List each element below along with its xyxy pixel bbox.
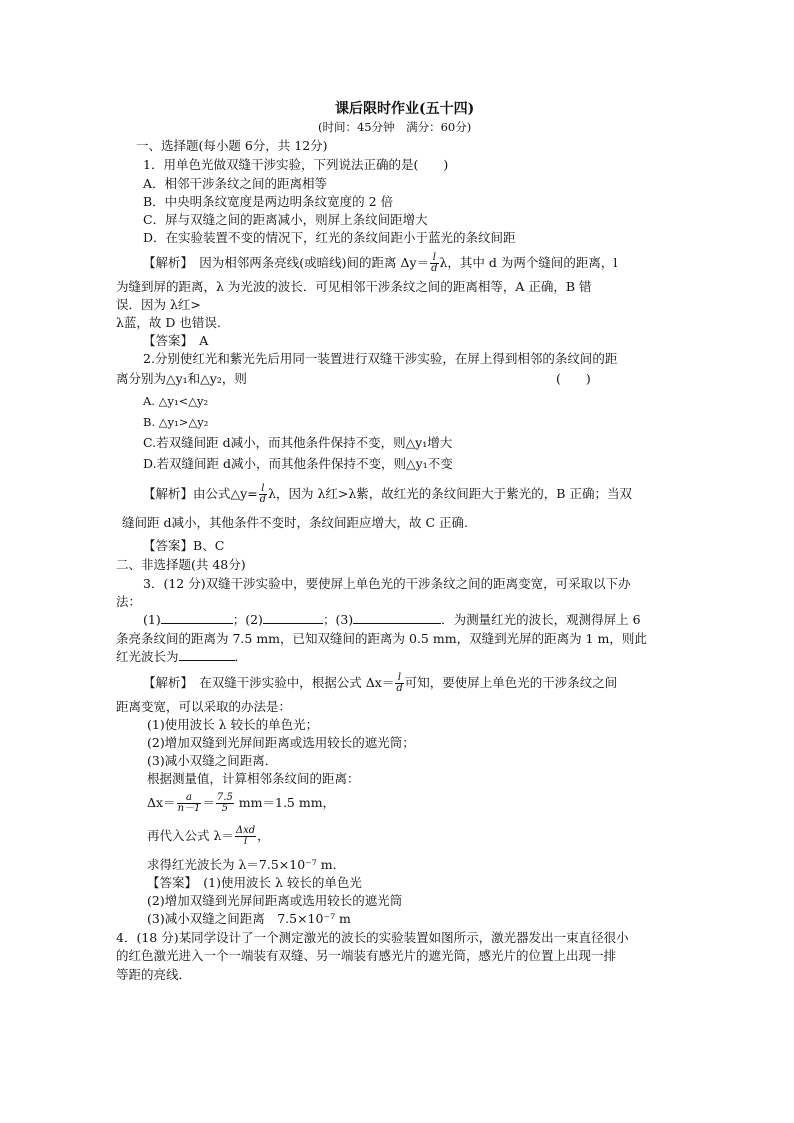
q2-answer-value: B、C xyxy=(193,538,225,553)
time-info: (时间：45分钟 满分：60分) xyxy=(318,120,472,134)
q3-eq1-f1-numerator: a xyxy=(177,793,202,804)
q3-answer-value-1: (1)使用波长 λ 较长的单色光 xyxy=(190,875,362,890)
q3-stem-line-1: 3．(12 分)双缝干涉实验中，要使屏上单色光的干涉条纹之间的距离变宽，可采取以下办 xyxy=(143,576,631,591)
q3-eq1-f1-denominator: n－1 xyxy=(177,803,201,814)
document-title: 课后限时作业(五十四) xyxy=(335,101,475,117)
q3-fraction xyxy=(395,673,403,694)
q3-stem-line-5 xyxy=(116,648,247,666)
q2-analysis-text-a: 由公式△y= xyxy=(193,486,258,501)
q3-eq2-denominator: l xyxy=(243,836,248,847)
q3-method-3: (3)减小双缝之间距离． xyxy=(147,753,278,768)
q1-analysis-text-b: λ，其中 d 为两个缝间的距离，l xyxy=(439,255,618,270)
q3-calc-intro: 根据测量值，计算相邻条纹间的距离： xyxy=(147,771,360,786)
q1-answer-label: 【答案】 xyxy=(143,333,187,348)
q1-option-a: A．相邻干涉条纹之间的距离相等 xyxy=(143,176,328,191)
q3-blank-2[interactable] xyxy=(263,611,323,624)
q3-analysis-line-2: 距离变宽，可以采取的办法是： xyxy=(116,699,292,714)
q3-method-1: (1)使用波长 λ 较长的单色光； xyxy=(147,717,319,732)
q4-line-3: 等距的亮线． xyxy=(116,967,192,982)
q3-answer-line-1 xyxy=(147,874,362,892)
q2-analysis-label: 【解析】 xyxy=(143,486,194,501)
q3-analysis-text-b: 可知，要使屏上单色光的干涉条纹之间 xyxy=(404,675,618,690)
q3-blank-1-label: (1) xyxy=(143,612,161,627)
q3-eq1-f2-numerator: 7.5 xyxy=(216,792,233,803)
q3-blank-3[interactable] xyxy=(353,611,441,624)
q2-stem-line-1: 2.分别使红光和紫光先后用同一装置进行双缝干涉实验，在屏上得到相邻的条纹间的距 xyxy=(143,351,618,366)
q3-eq1-f2-denominator: 5 xyxy=(221,803,229,814)
q3-eq1-rhs: mm＝1.5 mm， xyxy=(234,795,336,810)
q3-eq2-lhs: 再代入公式 λ＝ xyxy=(147,828,234,843)
q1-fraction-numerator: l xyxy=(430,253,438,264)
q3-fraction-denominator: d xyxy=(396,683,403,694)
q1-fraction xyxy=(430,253,438,274)
q3-equation-1 xyxy=(147,793,335,814)
q1-answer xyxy=(143,332,208,350)
section-2-heading: 二、非选择题(共 48分) xyxy=(116,557,246,572)
q2-fraction-numerator: l xyxy=(259,484,267,495)
q3-stem-line-3-tail: ．为测量红光的波长，观测得屏上 6 xyxy=(441,612,641,627)
q1-analysis-line-4: λ蓝，故 D 也错误. xyxy=(116,315,221,330)
q3-stem-line-5-tail: ． xyxy=(234,649,248,664)
q3-eq1-lhs: Δx＝ xyxy=(147,795,176,810)
q2-answer-label: 【答案】 xyxy=(143,538,194,553)
q4-line-1: 4．(18 分)某同学设计了一个测定激光的波长的实验装置如图所示，激光器发出一束直径很小 xyxy=(116,930,629,945)
q2-option-c: C.若双缝间距 d减小，而其他条件保持不变，则△y₁增大 xyxy=(143,435,453,450)
q3-fraction-numerator: l xyxy=(395,673,403,684)
q2-option-b: B. △y₁>△y₂ xyxy=(143,415,209,429)
q3-blank-3-label: ；(3) xyxy=(322,612,354,627)
section-1-heading: 一、选择题(每小题 6分，共 12分) xyxy=(136,138,328,153)
q1-option-d: D．在实验装置不变的情况下，红光的条纹间距小于蓝光的条纹间距 xyxy=(143,230,516,245)
q2-analysis-line-1 xyxy=(143,484,632,505)
q3-eq1-fraction-2 xyxy=(216,793,234,814)
q3-result: 求得红光波长为 λ＝7.5×10⁻⁷ m. xyxy=(147,857,337,872)
q3-analysis-line-1 xyxy=(143,673,617,694)
q1-analysis-line-1 xyxy=(143,253,617,274)
q3-eq2-numerator: Δxd xyxy=(235,825,256,836)
q2-answer xyxy=(143,537,224,555)
q3-eq1-fraction-1 xyxy=(177,793,202,814)
q2-analysis-text-b: λ，因为 λ红>λ紫，故红光的条纹间距大于紫光的，B 正确；当双 xyxy=(268,486,632,501)
q1-analysis-line-3: 误．因为 λ红> xyxy=(116,297,201,312)
q2-analysis-line-2: 缝间距 d减小，其他条件不变时，条纹间距应增大，故 C 正确. xyxy=(122,515,468,530)
q4-line-2: 的红色激光进入一个一端装有双缝、另一端装有感光片的遮光筒，感光片的位置上出现一排 xyxy=(116,948,617,963)
q3-blank-1[interactable] xyxy=(161,611,233,624)
q3-eq2-fraction xyxy=(235,826,256,847)
q1-option-c: C．屏与双缝之间的距离减小，则屏上条纹间距增大 xyxy=(143,212,428,227)
q3-answer-label: 【答案】 xyxy=(147,875,191,890)
q1-answer-value: A xyxy=(186,333,209,348)
q3-answer-line-3: (3)减小双缝之间距离 7.5×10⁻⁷ m xyxy=(147,911,351,926)
q1-option-b: B．中央明条纹宽度是两边明条纹宽度的 2 倍 xyxy=(143,194,394,209)
q2-option-d: D.若双缝间距 d减小，而其他条件保持不变，则△y₁不变 xyxy=(143,456,453,471)
q3-blank-4-label: 红光波长为 xyxy=(116,649,179,664)
q1-analysis-label: 【解析】 xyxy=(143,255,187,270)
q3-stem-line-2: 法： xyxy=(116,594,142,609)
q3-stem-line-4: 条亮条纹间的距离为 7.5 mm，已知双缝间的距离为 0.5 mm，双缝到光屏的距离为 1 m，则此 xyxy=(116,631,647,646)
q3-blank-2-label: ；(2) xyxy=(232,612,263,627)
q2-fraction xyxy=(259,484,267,505)
q3-eq1-equals: ＝ xyxy=(202,795,215,810)
q3-blank-4[interactable] xyxy=(179,648,235,661)
q2-option-a: A. △y₁<△y₂ xyxy=(143,394,209,408)
q2-fraction-denominator: d xyxy=(259,494,267,505)
q3-eq2-tail: ， xyxy=(257,828,270,843)
q3-analysis-text-a: 在双缝干涉实验中，根据公式 Δx＝ xyxy=(186,675,395,690)
q1-fraction-denominator: d xyxy=(431,263,438,274)
q3-analysis-label: 【解析】 xyxy=(143,675,187,690)
q3-equation-2 xyxy=(147,826,270,847)
q2-stem-paren: ( ) xyxy=(556,371,591,386)
q2-stem-line-2: 离分别为△y₁和△y₂，则 xyxy=(116,371,247,386)
q1-analysis-line-2: 为缝到屏的距离，λ 为光波的波长．可见相邻干涉条纹之间的距离相等，A 正确，B 错 xyxy=(116,279,592,294)
q3-answer-line-2: (2)增加双缝到光屏间距离或选用较长的遮光筒 xyxy=(147,893,403,908)
q1-analysis-text-a: 因为相邻两条亮线(或暗线)间的距离 Δy＝ xyxy=(186,255,430,270)
q1-stem: 1．用单色光做双缝干涉实验，下列说法正确的是( ) xyxy=(143,157,449,172)
q3-method-2: (2)增加双缝到光屏间距离或选用较长的遮光筒； xyxy=(147,735,415,750)
q3-stem-line-3 xyxy=(143,611,641,629)
